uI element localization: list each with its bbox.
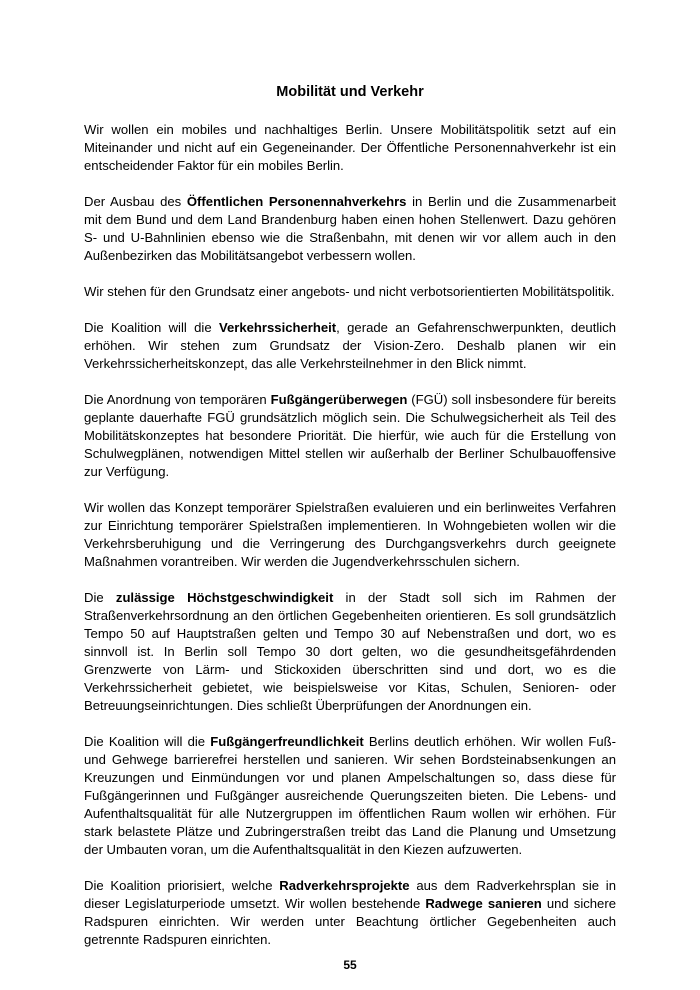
emphasized-term: zulässige Höchstgeschwindigkeit <box>115 590 334 605</box>
paragraph <box>84 121 616 175</box>
emphasized-term: Fußgängerüberwegen <box>270 392 408 407</box>
emphasized-term: Radwege sanieren <box>425 896 542 911</box>
document-body <box>84 121 616 967</box>
paragraph-text: (FGÜ) soll insbesondere für bereits geplante dauerhafte FGÜ grundsätzlich möglich sein. Die Schulwegsicherheit als Teil des Mobilitätskonzeptes hat besondere Priorität. Die hierfür, wie auch für die Erstellung von Schulwegplänen, notwendigen Mittel stellen wir außerhalb der Berliner Schulbauoffensive zur Verfügung. <box>84 392 616 479</box>
section-title: Mobilität und Verkehr <box>276 84 424 100</box>
paragraph-text: Die Koalition will die <box>84 320 219 335</box>
paragraph-text: und sichere Radspuren einrichten. Wir werden unter Beachtung örtlicher Gegebenheiten auch getrennte Radspuren einrichten. <box>84 896 616 947</box>
paragraph-text: Die <box>84 590 116 605</box>
emphasized-term: Fußgängerfreundlichkeit <box>210 734 364 749</box>
paragraph <box>84 733 616 859</box>
page-number: 55 <box>343 958 357 972</box>
paragraph-text: , gerade an Gefahrenschwerpunkten, deutlich erhöhen. Wir stehen zum Grundsatz der Vision-Zero. Deshalb planen wir ein Verkehrssicherheitskonzept, das alle Verkehrsteilnehmer in den Blick nimmt. <box>84 320 616 371</box>
paragraph-text: in der Stadt soll sich im Rahmen der Straßenverkehrsordnung an den örtlichen Gegebenheiten orientieren. Es soll grundsätzlich Tempo 50 auf Hauptstraßen gelten und Tempo 30 auf Nebenstraßen und dort, wo es sinnvoll ist. In Berlin soll Tempo 30 dort gelten, wo die gesundheitsgefährdenden Grenzwerte von Lärm- und Stickoxiden überschritten sind und dort, wo es die Verkehrssicherheit gebietet, wie beispielsweise vor Kitas, Schulen, Senioren- oder Betreuungseinrichtungen. Dies schließt Überprüfungen der Anordnungen ein. <box>84 590 616 713</box>
paragraph-text: in Berlin und die Zusammenarbeit mit dem Bund und dem Land Brandenburg haben einen hohen Stellenwert. Dazu gehören S- und U-Bahnlinien ebenso wie die Straßenbahn, mit denen wir vor allem auch in den Außenbezirken das Mobilitätsangebot verbessern wollen. <box>84 194 616 263</box>
paragraph <box>84 283 616 301</box>
paragraph-text: Die Anordnung von temporären <box>84 392 271 407</box>
paragraph <box>84 589 616 715</box>
emphasized-term: Öffentlichen Personennahverkehrs <box>186 194 407 209</box>
paragraph <box>84 319 616 373</box>
paragraph-text: Wir wollen ein mobiles und nachhaltiges Berlin. Unsere Mobilitätspolitik setzt auf ein Miteinander und nicht auf ein Gegeneinander. Der Öffentliche Personennahverkehr ist ein entscheidender Faktor für ein mobiles Berlin. <box>84 122 616 173</box>
paragraph-text: aus dem Radverkehrsplan sie in dieser Legislaturperiode umsetzt. Wir wollen bestehende <box>84 878 616 911</box>
emphasized-term: Verkehrssicherheit <box>218 320 337 335</box>
paragraph-text: Der Ausbau des <box>84 194 187 209</box>
paragraph-text: Wir stehen für den Grundsatz einer angebots- und nicht verbotsorientierten Mobilitätspolitik. <box>84 284 615 299</box>
paragraph-text: Berlins deutlich erhöhen. Wir wollen Fuß- und Gehwege barrierefrei herstellen und sanieren. Wir sehen Bordsteinabsenkungen an Kreuzungen und Einmündungen vor und planen Ampelschaltungen so, dass diese für Fußgängerinnen und Fußgänger ausreichende Querungszeiten bieten. Die Lebens- und Aufenthaltsqualität für alle Nutzergruppen im öffentlichen Raum wollen wir erhöhen. Für stark belastete Plätze und Zubringerstraßen treibt das Land die Planung und Umsetzung der Umbauten voran, um die Aufenthaltsqualität in den Kiezen aufzuwerten. <box>84 734 616 857</box>
paragraph <box>84 193 616 265</box>
paragraph <box>84 499 616 571</box>
paragraph <box>84 391 616 481</box>
paragraph-text: Wir wollen das Konzept temporärer Spielstraßen evaluieren und ein berlinweites Verfahren zur Einrichtung temporärer Spielstraßen implementieren. In Wohngebieten wollen wir die Verkehrsberuhigung und die Verringerung des Durchgangsverkehrs durch geeignete Maßnahmen vorantreiben. Wir werden die Jugendverkehrsschulen sichern. <box>84 500 616 569</box>
paragraph-text: Die Koalition will die <box>84 734 211 749</box>
paragraph <box>84 877 616 949</box>
emphasized-term: Radverkehrsprojekte <box>279 878 410 893</box>
paragraph-text: Die Koalition priorisiert, welche <box>84 878 280 893</box>
